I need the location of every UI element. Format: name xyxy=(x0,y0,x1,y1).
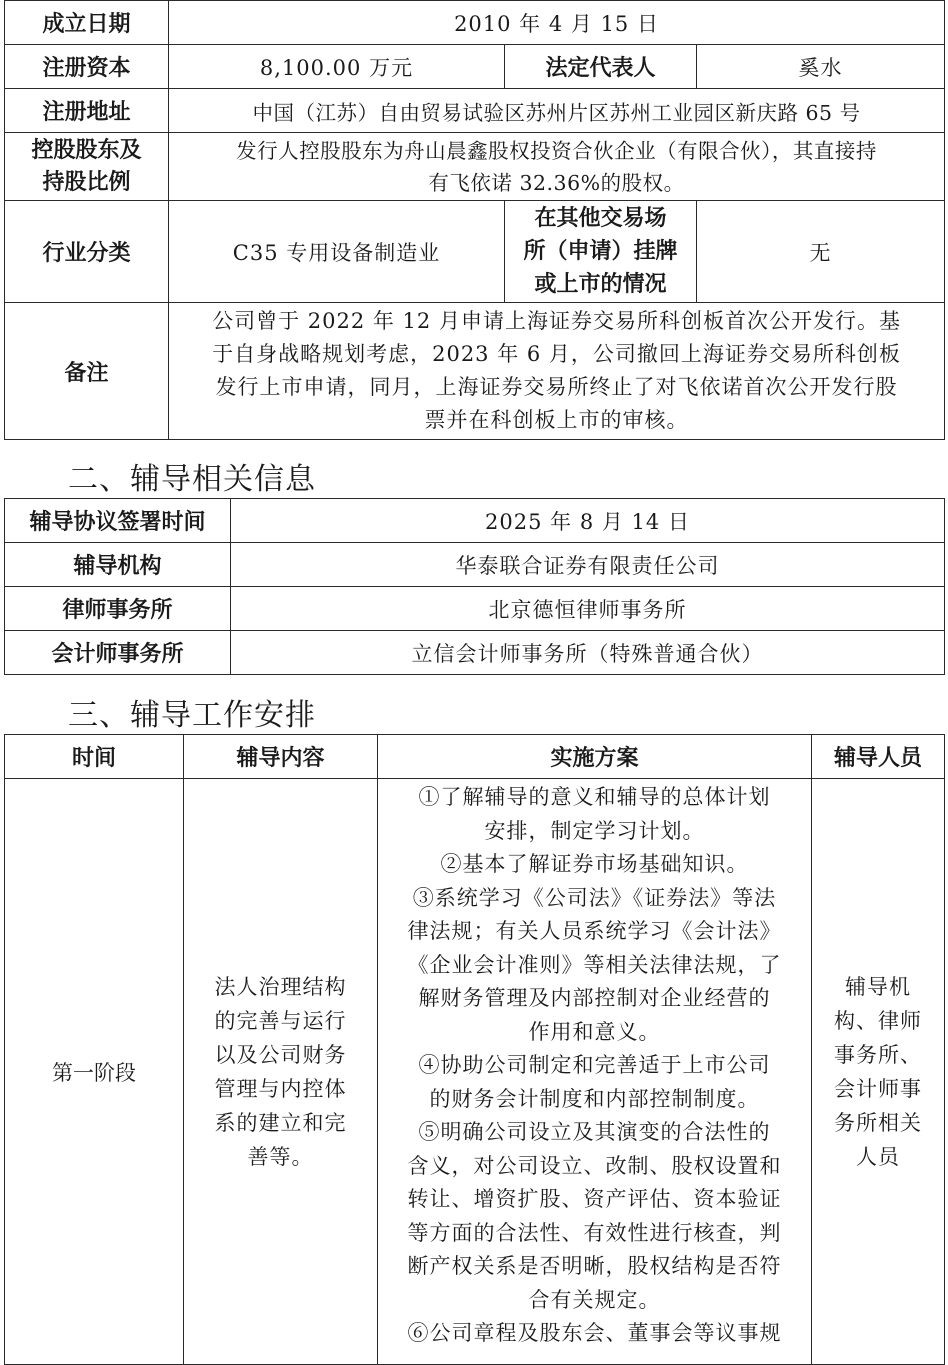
agreement-date-value: 2025 年 8 月 14 日 xyxy=(231,499,945,543)
remark-line: 发行上市申请，同月，上海证券交易所终止了对飞依诺首次公开发行股 xyxy=(215,375,898,399)
remark-label: 备注 xyxy=(5,303,169,440)
other-listing-label-line1: 在其他交易场 xyxy=(534,206,667,231)
staff-line: 构、律师 xyxy=(834,1008,922,1033)
staff-cell xyxy=(812,779,945,1365)
founded-date-value: 2010 年 4 月 15 日 xyxy=(169,1,945,45)
other-listing-label xyxy=(505,201,697,303)
other-listing-label-line3: 或上市的情况 xyxy=(534,272,667,297)
plan-line: ④协助公司制定和完善适于上市公司 xyxy=(418,1053,771,1077)
plan-line: 解财务管理及内部控制对企业经营的 xyxy=(418,986,771,1010)
other-listing-value: 无 xyxy=(697,201,945,303)
law-firm-value: 北京德恒律师事务所 xyxy=(231,587,945,631)
content-cell xyxy=(184,779,378,1365)
plan-line: 含义，对公司设立、改制、股权设置和 xyxy=(407,1153,782,1178)
tutoring-agency-label: 辅导机构 xyxy=(5,543,231,587)
remark-line: 公司曾于 2022 年 12 月申请上海证券交易所科创板首次公开发行。基 xyxy=(212,309,901,333)
header-staff: 辅导人员 xyxy=(812,735,945,779)
remark-value xyxy=(169,303,945,440)
accounting-firm-value: 立信会计师事务所（特殊普通合伙） xyxy=(231,631,945,675)
controlling-shareholder-label xyxy=(5,133,169,201)
plan-line: ②基本了解证券市场基础知识。 xyxy=(440,852,749,876)
staff-line: 人员 xyxy=(856,1144,900,1169)
plan-line: ⑤明确公司设立及其演变的合法性的 xyxy=(418,1120,771,1144)
legal-rep-label: 法定代表人 xyxy=(505,45,697,89)
section2-title: 二、辅导相关信息 xyxy=(68,462,316,497)
basic-info-table xyxy=(4,0,945,440)
content-line: 善等。 xyxy=(247,1144,314,1169)
remark-line: 于自身战略规划考虑，2023 年 6 月，公司撤回上海证券交易所科创板 xyxy=(212,342,901,366)
content-line: 系的建立和完 xyxy=(214,1110,347,1135)
plan-line: 律法规；有关人员系统学习《会计法》 xyxy=(407,919,782,943)
controlling-shareholder-value xyxy=(169,133,945,201)
plan-line: 等方面的合法性、有效性进行核查，判 xyxy=(407,1220,782,1245)
law-firm-label: 律师事务所 xyxy=(5,587,231,631)
controlling-shareholder-label-line1: 控股股东及 xyxy=(31,137,142,163)
registered-address-label: 注册地址 xyxy=(5,89,169,133)
header-content: 辅导内容 xyxy=(184,735,378,779)
registered-capital-label: 注册资本 xyxy=(5,45,169,89)
content-line: 法人治理结构 xyxy=(214,974,347,999)
header-time: 时间 xyxy=(5,735,184,779)
plan-line: 转让、增资扩股、资产评估、资本验证 xyxy=(407,1187,782,1211)
plan-line: 的财务会计制度和内部控制制度。 xyxy=(429,1086,760,1111)
staff-line: 务所相关 xyxy=(834,1110,922,1135)
agreement-date-label: 辅导协议签署时间 xyxy=(5,499,231,543)
staff-line: 事务所、 xyxy=(834,1042,922,1067)
legal-rep-value: 奚水 xyxy=(697,45,945,89)
other-listing-label-line2: 所（申请）挂牌 xyxy=(523,239,678,264)
plan-line: 作用和意义。 xyxy=(528,1019,661,1044)
content-line: 的完善与运行 xyxy=(214,1008,347,1033)
header-plan: 实施方案 xyxy=(378,735,812,779)
accounting-firm-label: 会计师事务所 xyxy=(5,631,231,675)
content-line: 管理与内控体 xyxy=(214,1076,347,1101)
industry-value: C35 专用设备制造业 xyxy=(169,201,505,303)
tutoring-schedule-table xyxy=(4,734,945,1365)
plan-line: 合有关规定。 xyxy=(528,1287,661,1312)
section3-title: 三、辅导工作安排 xyxy=(68,698,316,733)
plan-line: 《企业会计准则》等相关法律法规，了 xyxy=(407,952,782,977)
staff-line: 辅导机 xyxy=(845,974,911,999)
plan-cell xyxy=(378,779,812,1365)
stage-cell: 第一阶段 xyxy=(5,779,184,1365)
founded-date-label: 成立日期 xyxy=(5,1,169,45)
tutoring-agency-value: 华泰联合证券有限责任公司 xyxy=(231,543,945,587)
remark-line: 票并在科创板上市的审核。 xyxy=(424,408,689,432)
plan-line: ③系统学习《公司法》《证券法》等法 xyxy=(412,885,777,910)
plan-line: ①了解辅导的意义和辅导的总体计划 xyxy=(418,785,771,809)
plan-line: 安排，制定学习计划。 xyxy=(484,818,705,843)
plan-line: 断产权关系是否明晰，股权结构是否符 xyxy=(407,1254,782,1278)
controlling-shareholder-label-line2: 持股比例 xyxy=(42,169,131,195)
controlling-shareholder-value-line1: 发行人控股股东为舟山晨鑫股权投资合伙企业（有限合伙），其直接持 xyxy=(236,138,877,163)
tutoring-info-table xyxy=(4,498,945,675)
plan-line: ⑥公司章程及股东会、董事会等议事规 xyxy=(407,1321,782,1345)
registered-address-value: 中国（江苏）自由贸易试验区苏州片区苏州工业园区新庆路 65 号 xyxy=(169,89,945,133)
registered-capital-value: 8,100.00 万元 xyxy=(169,45,505,89)
controlling-shareholder-value-line2: 有飞依诺 32.36%的股权。 xyxy=(428,170,685,195)
industry-label: 行业分类 xyxy=(5,201,169,303)
content-line: 以及公司财务 xyxy=(214,1042,347,1067)
staff-line: 会计师事 xyxy=(834,1076,922,1101)
